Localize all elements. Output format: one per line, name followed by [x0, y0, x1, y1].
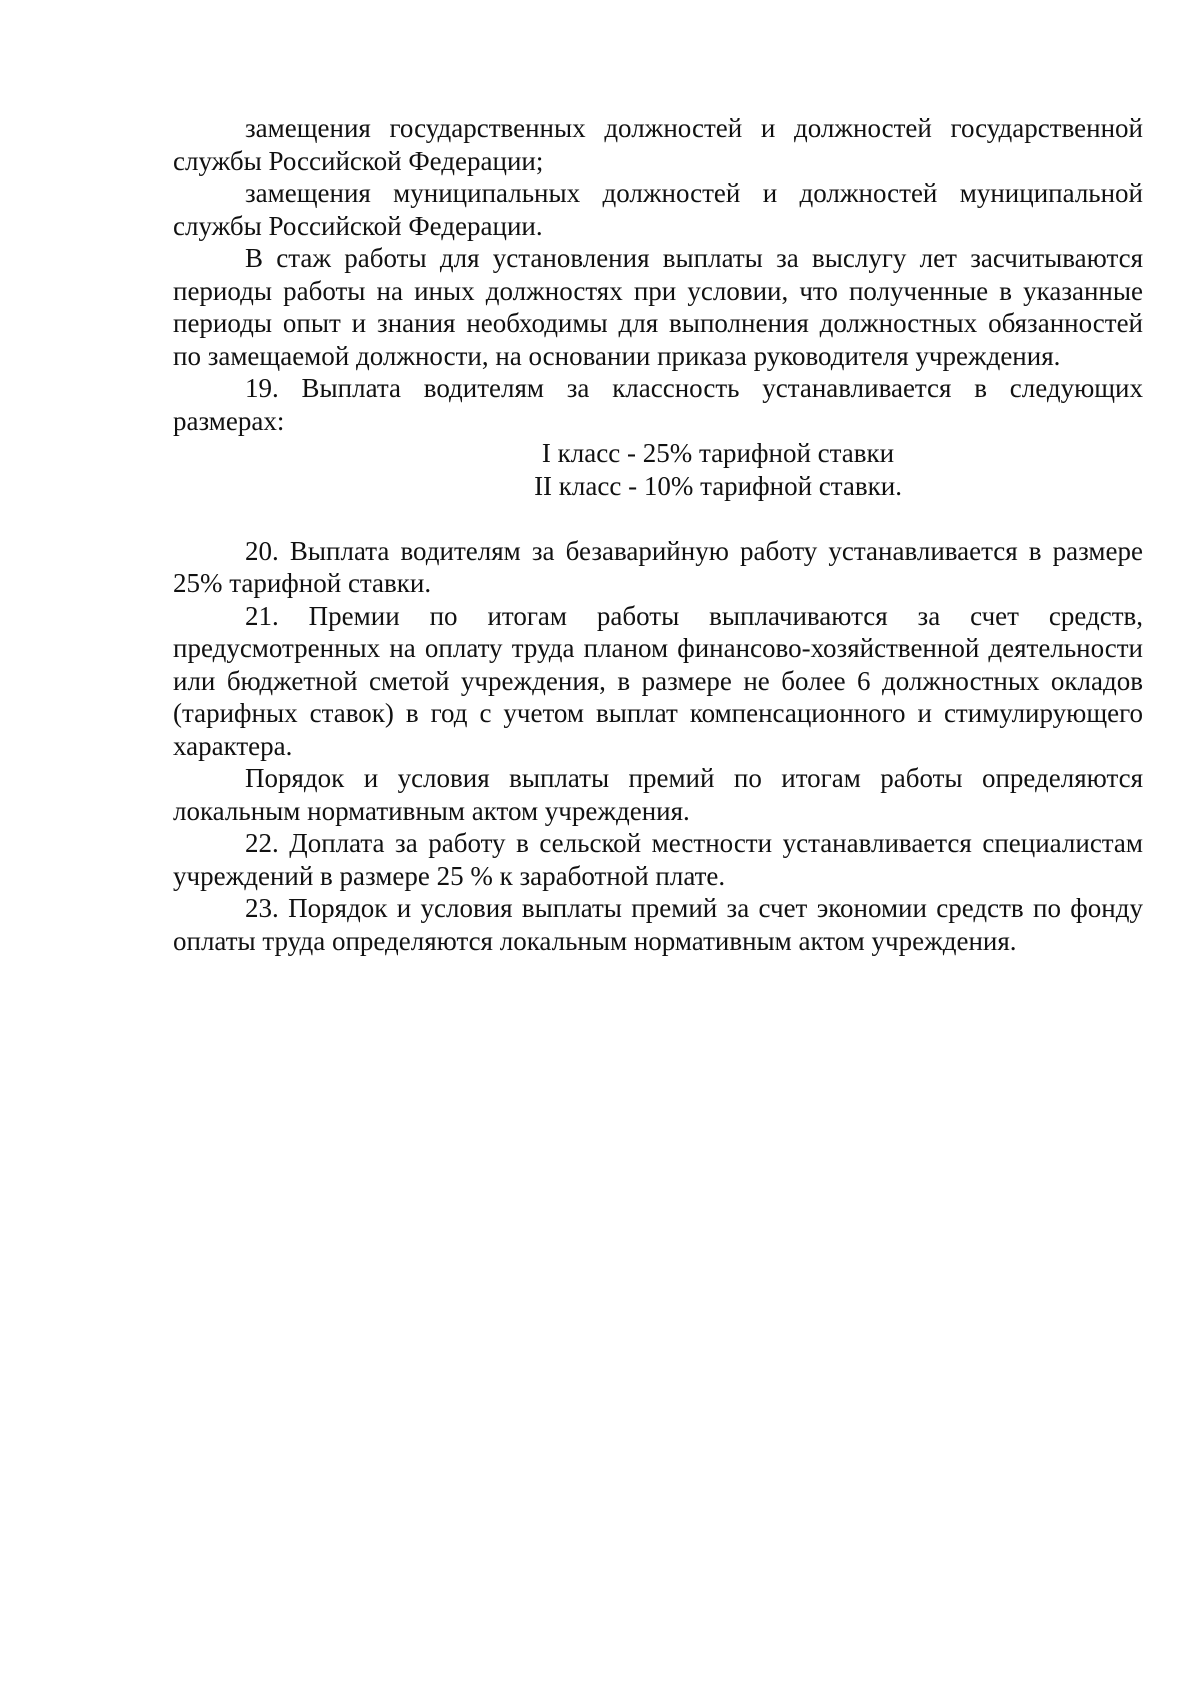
paragraph-item-23: 23. Порядок и условия выплаты премий за счет экономии средств по фонду оплаты труда определяются локальным нормативным актом учреждения. — [173, 893, 1143, 956]
document-body — [173, 112, 1143, 957]
paragraph-state-service: замещения государственных должностей и должностей государственной службы Российской Федерации; — [173, 113, 1143, 176]
paragraph-municipal-service: замещения муниципальных должностей и должностей муниципальной службы Российской Федерации. — [173, 178, 1143, 241]
blank-line — [173, 502, 1143, 535]
paragraph-length-of-service: В стаж работы для установления выплаты за выслугу лет засчитываются периоды работы на иных должностях при условии, что полученные в указанные периоды опыт и знания необходимы для выполнения должностных обязанностей по замещаемой должности, на основании приказа руководителя учреждения. — [173, 243, 1143, 371]
class-line-2: II класс - 10% тарифной ставки. — [534, 470, 902, 501]
paragraph-bonus-procedure: Порядок и условия выплаты премий по итогам работы определяются локальным нормативным актом учреждения. — [173, 763, 1143, 826]
paragraph-item-20: 20. Выплата водителям за безаварийную работу устанавливается в размере 25% тарифной ставки. — [173, 535, 1143, 598]
paragraph-item-21: 21. Премии по итогам работы выплачиваются за счет средств, предусмотренных на оплату труда планом финансово-хозяйственной деятельности или бюджетной сметой учреждения, в размере не более 6 должностных окладов (тарифных ставок) в год с учетом выплат компенсационного и стимулирующего характера. — [173, 600, 1143, 761]
paragraph-item-19: 19. Выплата водителям за классность устанавливается в следующих размерах: — [173, 373, 1143, 436]
class-line-1: I класс - 25% тарифной ставки — [541, 438, 895, 468]
paragraph-item-22: 22. Доплата за работу в сельской местности устанавливается специалистам учреждений в размере 25 % к заработной плате. — [173, 828, 1143, 891]
